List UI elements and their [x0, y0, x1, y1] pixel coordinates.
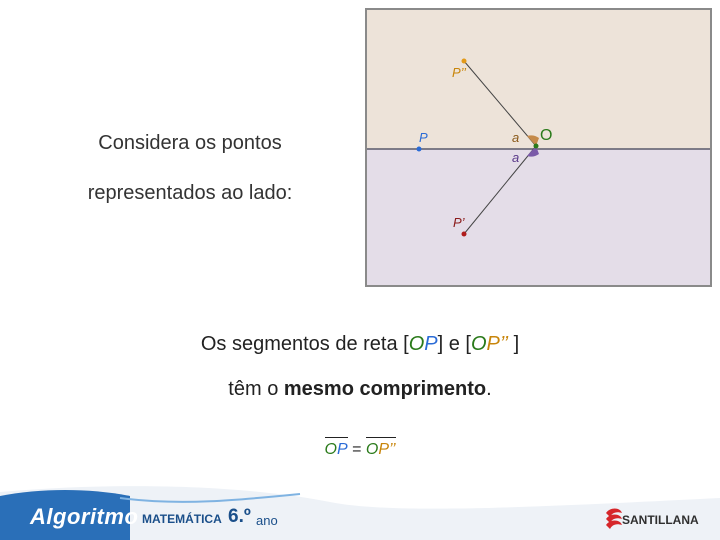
label-p-prime: P’: [453, 215, 465, 230]
label-p-double-prime: P’’: [452, 65, 466, 80]
eq-right-o: O: [365, 441, 379, 458]
reflection-diagram: [367, 10, 710, 285]
point-o: [534, 144, 539, 149]
grade-label: 6.º: [228, 506, 251, 527]
point-p-prime: [462, 232, 467, 237]
eq-equals: =: [347, 441, 366, 458]
eq-left-o: O: [324, 441, 337, 458]
statement-line2-suffix: .: [486, 378, 492, 400]
intro-line-1: Considera os pontos: [98, 132, 282, 154]
segment-op-o: O: [408, 333, 425, 355]
brand-logo: Algoritmo: [30, 504, 139, 529]
eq-right-p: P’’: [378, 441, 396, 458]
lower-region: [367, 149, 710, 285]
statement-line2-prefix: têm o: [228, 378, 284, 400]
intro-text: [50, 118, 330, 218]
statement-line-1: [140, 333, 580, 356]
segment-opp-p: P’’: [486, 333, 509, 355]
statement-line-2: [140, 378, 580, 401]
length-equation: [300, 437, 420, 459]
statement-mid: ] e [: [437, 333, 471, 355]
subject-label: MATEMÁTICA: [142, 512, 222, 526]
eq-left-p: P: [336, 441, 348, 458]
statement-prefix: Os segmentos de reta [: [200, 333, 409, 355]
label-p: P: [419, 130, 428, 145]
statement-suffix: ]: [508, 333, 520, 355]
statement-bold: mesmo comprimento: [283, 378, 487, 400]
point-p: [417, 147, 422, 152]
segment-opp-o: O: [470, 333, 487, 355]
label-angle-bottom: a: [512, 150, 520, 165]
overline-opp: [366, 437, 396, 459]
upper-region: [367, 10, 710, 149]
point-p-double-prime: [462, 59, 467, 64]
segment-op-p: P: [424, 333, 438, 355]
intro-line-2: representados ao lado:: [87, 182, 293, 204]
label-angle-top: a: [512, 130, 520, 145]
label-o: O: [540, 127, 553, 144]
overline-op: [325, 437, 348, 459]
reflection-figure: [365, 8, 712, 287]
grade-suffix: ano: [256, 513, 278, 528]
publisher-name: SANTILLANA: [622, 513, 699, 527]
